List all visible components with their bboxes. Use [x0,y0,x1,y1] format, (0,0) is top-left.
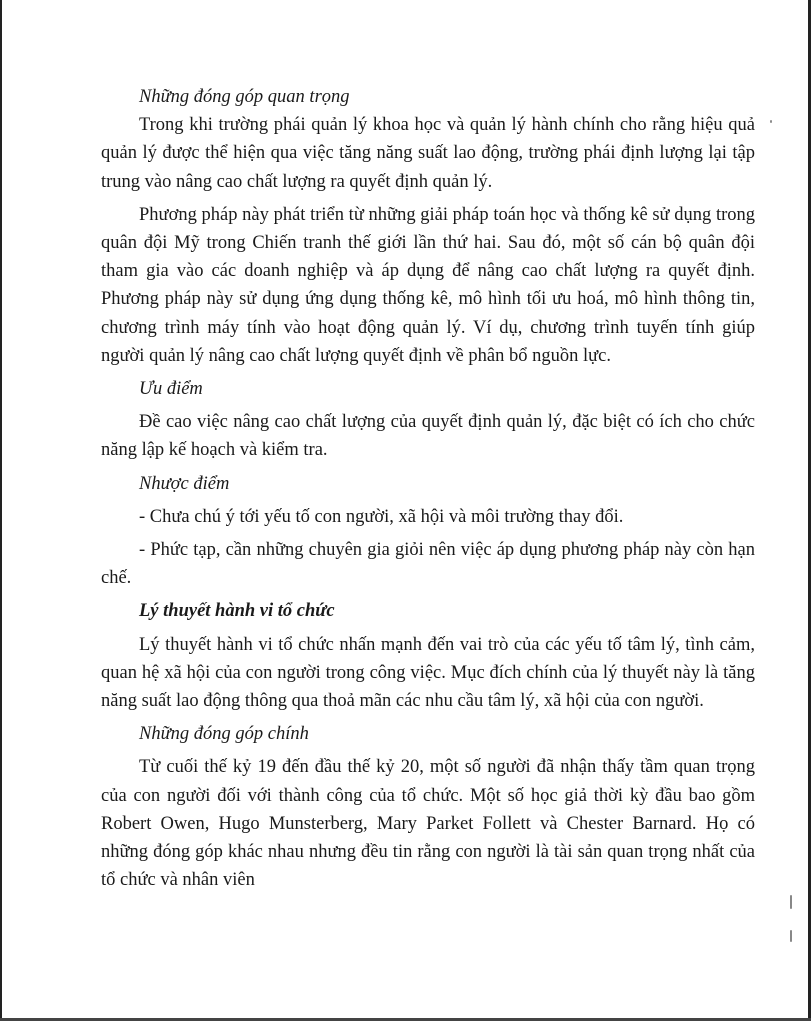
heading-contributions: Những đóng góp quan trọng [139,87,350,107]
document-page [101,83,755,894]
heading-advantages: Ưu điểm [139,379,203,400]
paragraph-main-contributions: Từ cuối thế kỷ 19 đến đầu thế kỷ 20, một số người đã nhận thấy tầm quan trọng của con người đối với thành công của tổ chức. Một số học giả thời kỳ đầu bao gồm Robert Owen, Hugo Munsterberg, Mary Parket Follett và Chester Barnard. Họ có những đóng góp khác nhau nhưng đều tin rằng con người là tài sản quan trọng nhất của tổ chức và nhân viên [101,757,755,891]
paragraph-quantitative-method: Phương pháp này phát triển từ những giải pháp toán học và thống kê sử dụng trong quân đội Mỹ trong Chiến tranh thế giới lần thứ hai. Sau đó, một số cán bộ quân đội tham gia vào các doanh nghiệp và áp dụng để nâng cao chất lượng ra quyết định. Phương pháp này sử dụng ứng dụng thống kê, mô hình tối ưu hoá, mô hình thông tin, chương trình máy tính vào hoạt động quản lý. Ví dụ, chương trình tuyến tính giúp người quản lý nâng cao chất lượng quyết định về phân bổ nguồn lực. [101,204,755,366]
heading-disadvantages: Nhược điểm [139,473,230,494]
heading-organizational-behavior: Lý thuyết hành vi tổ chức [139,601,335,622]
scan-left-border [0,0,2,1021]
disadvantage-item-1: - Chưa chú ý tới yếu tố con người, xã hội và môi trường thay đổi. [139,506,624,527]
paragraph-quantitative-intro: Trong khi trường phái quản lý khoa học và quản lý hành chính cho rằng hiệu quả quản lý được thể hiện qua việc tăng năng suất lao động, trường phái định lượng lại tập trung vào nâng cao chất lượng ra quyết định quản lý. [101,115,755,192]
paragraph-organizational-behavior: Lý thuyết hành vi tổ chức nhấn mạnh đến vai trò của các yếu tố tâm lý, tình cảm, quan hệ xã hội của con người trong công việc. Mục đích chính của lý thuyết này là tăng năng suất lao động thông qua thoả mãn các nhu cầu tâm lý, xã hội của con người. [101,634,755,712]
scan-speck [790,930,792,942]
heading-main-contributions: Những đóng góp chính [139,724,309,745]
scan-speck [790,895,792,909]
paragraph-advantages: Đề cao việc nâng cao chất lượng của quyết định quản lý, đặc biệt có ích cho chức năng lập kế hoạch và kiểm tra. [101,412,755,461]
scan-speck [770,120,772,123]
disadvantage-item-2: - Phức tạp, cần những chuyên gia giỏi nên việc áp dụng phương pháp này còn hạn chế. [101,540,755,589]
